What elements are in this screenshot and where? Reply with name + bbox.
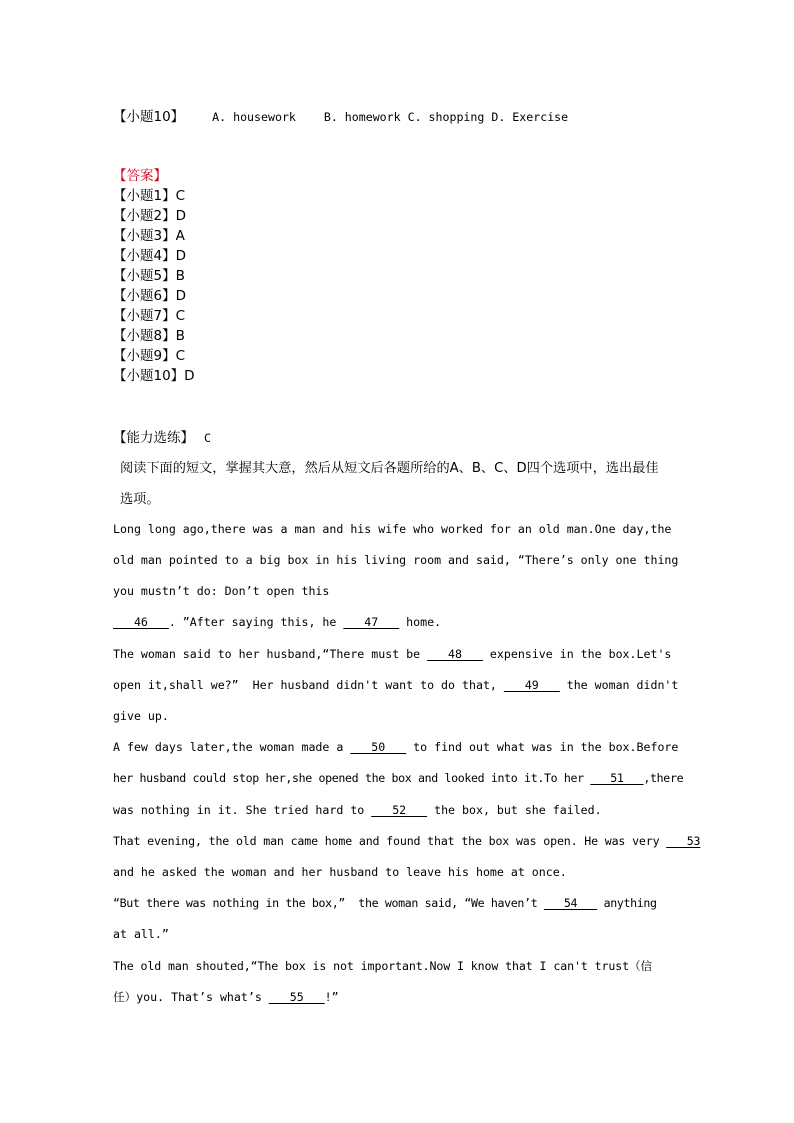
passage-text: was nothing in it. She tried hard to <box>113 803 372 817</box>
answer-item: 【小题2】D <box>113 208 186 224</box>
blank-51: ___51___ <box>590 771 644 785</box>
answer-item: 【小题4】D <box>113 248 186 264</box>
passage-text: . ”After saying this, he <box>168 615 344 629</box>
blank-54: ___54___ <box>543 896 597 910</box>
passage-line: give up. <box>113 709 169 723</box>
passage-line <box>113 739 678 755</box>
passage-line <box>113 895 657 911</box>
instruction-line-1: 阅读下面的短文，掌握其大意，然后从短文后各题所给的A、B、C、D四个选项中，选出最佳 <box>120 461 659 476</box>
passage-text: ,there <box>643 771 684 785</box>
passage-text: to find out what was in the box.Before <box>406 740 679 754</box>
answer-item: 【小题6】D <box>113 288 186 304</box>
passage-line <box>113 770 683 786</box>
blank-55: ___55___ <box>268 990 325 1004</box>
question-10-label: 【小题10】 <box>113 109 185 125</box>
passage-text: the woman didn't <box>559 678 679 692</box>
answer-item: 【小题3】A <box>113 228 185 244</box>
question-10-options: A. housework B. homework C. shopping D. Exercise <box>212 110 569 124</box>
blank-46: ___46___ <box>113 615 169 629</box>
passage-text: The woman said to her husband,“There must be <box>113 647 428 661</box>
passage-text: !” <box>324 990 339 1004</box>
passage-line <box>113 989 339 1005</box>
blank-50: ___50___ <box>350 740 407 754</box>
passage-text: home. <box>399 615 442 629</box>
passage-line: at all.” <box>113 927 169 941</box>
passage-line <box>113 646 671 662</box>
passage-text: anything <box>597 896 657 910</box>
answer-item: 【小题1】C <box>113 188 186 204</box>
passage-text: expensive in the box.Let's <box>482 647 672 661</box>
passage-text: 任）you. That’s what’s <box>113 990 269 1004</box>
passage-text: A few days later,the woman made a <box>113 740 351 754</box>
passage-line: old man pointed to a big box in his living room and said, “There’s only one thing <box>113 553 679 567</box>
passage-text: open it,shall we?” Her husband didn't want to do that, <box>113 678 504 692</box>
answer-item: 【小题10】D <box>113 368 195 384</box>
answer-item: 【小题5】B <box>113 268 185 284</box>
passage-text: her husband could stop her,she opened the box and looked into it.To her <box>113 771 591 785</box>
blank-47: ___47___ <box>343 615 400 629</box>
answer-item: 【小题9】C <box>113 348 186 364</box>
passage-line: Long long ago,there was a man and his wife who worked for an old man.One day,the <box>113 522 672 536</box>
passage-line: you mustn’t do: Don’t open this <box>113 584 330 598</box>
blank-52: ___52___ <box>371 803 428 817</box>
answer-item: 【小题7】C <box>113 308 186 324</box>
section-heading <box>113 426 211 447</box>
blank-49: ___49___ <box>503 678 560 692</box>
passage-line: and he asked the woman and her husband to leave his home at once. <box>113 865 567 879</box>
passage-line <box>113 833 700 849</box>
blank-53: ___53 <box>666 834 701 848</box>
passage-line <box>113 802 602 818</box>
section-letter: C <box>204 431 211 445</box>
passage-line: The old man shouted,“The box is not important.Now I know that I can't trust（信 <box>113 959 652 973</box>
answer-item: 【小题8】B <box>113 328 185 344</box>
instruction-line-2: 选项。 <box>120 492 160 507</box>
answer-heading: 【答案】 <box>113 168 167 184</box>
blank-48: ___48___ <box>427 647 483 661</box>
question-10 <box>113 105 568 125</box>
passage-line <box>113 614 441 630</box>
passage-text: the box, but she failed. <box>427 803 602 817</box>
passage-text: “But there was nothing in the box,” the woman said, “We haven’t <box>113 896 544 910</box>
passage-text: That evening, the old man came home and found that the box was open. He was very <box>113 834 667 848</box>
passage-line <box>113 677 678 693</box>
section-title: 【能力选练】 <box>113 430 194 446</box>
